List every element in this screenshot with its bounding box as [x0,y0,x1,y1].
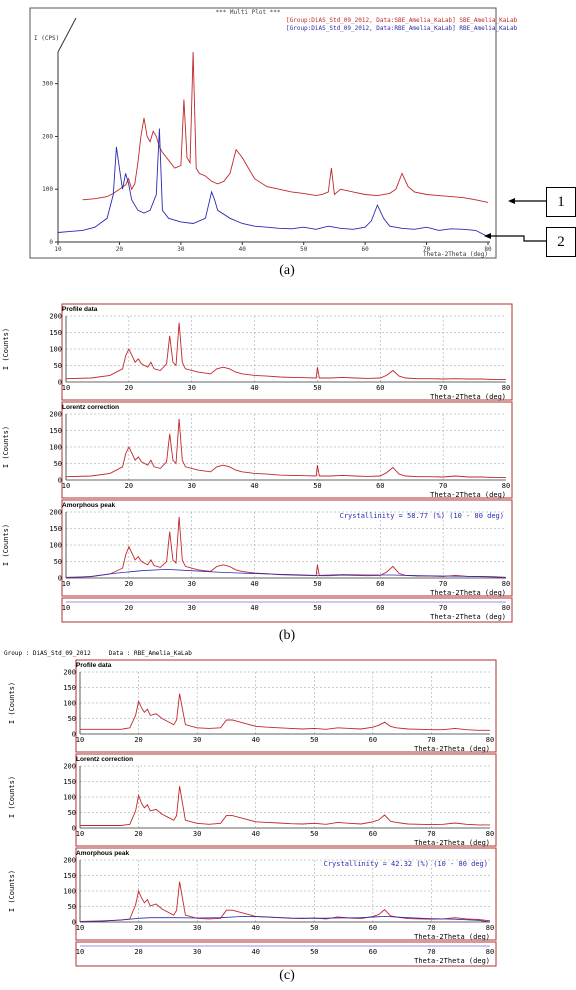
x-tick-label: 30 [192,948,202,956]
y-tick-label: 100 [49,345,62,354]
x-tick-label: 80 [501,482,511,490]
x-tick-label: 20 [134,948,143,956]
x-tick-label: 60 [368,830,378,838]
x-tick-label: 70 [438,384,448,392]
x-tick-label: 20 [134,736,143,744]
y-tick-label: 100 [63,699,76,708]
x-tick-label: 50 [313,604,322,612]
y-tick-label: 0 [71,918,76,927]
x-tick-label: 50 [310,736,319,744]
x-tick-label: 30 [187,604,196,612]
y-tick-label: 0 [71,730,76,739]
x-tick-label: 50 [310,924,319,932]
x-tick-label: 60 [368,948,378,956]
y-tick-label: 50 [67,715,76,723]
x-tick-label: 70 [427,948,436,956]
panel-title: Lorentz correction [76,756,134,763]
profile-line [66,323,506,380]
x-tick-label: 40 [238,246,246,253]
x-tick-label: 80 [484,246,492,253]
x-tick-label: 70 [427,830,436,838]
x-axis-label: Theta-2Theta (deg) [430,613,506,621]
x-tick-label: 20 [124,604,134,612]
legend-entry-rbe: [Group:DiAS_Std_09_2012, Data:RBE_Amelia_KaLab] RBE_Amelia_KaLab [286,25,518,32]
x-tick-label: 70 [427,736,436,744]
x-tick-label: 80 [485,948,495,956]
x-tick-label: 50 [313,384,322,392]
y-tick-label: 50 [53,558,62,566]
x-tick-label: 60 [368,924,378,932]
y-axis-label: I (CPS) [34,35,60,42]
x-tick-label: 50 [313,482,322,490]
y-axis-label: I (Counts) [2,425,10,469]
x-tick-label: 10 [61,384,71,392]
x-axis-label: Theta-2Theta (deg) [422,251,488,258]
x-tick-label: 30 [187,482,196,490]
x-tick-label: 30 [192,924,202,932]
panel-title: Amorphous peak [62,502,116,509]
x-axis-label: Theta-2Theta (deg) [414,745,490,753]
x-axis-label: Theta-2Theta (deg) [430,393,506,401]
caption-a: (a) [279,263,295,278]
x-tick-label: 80 [485,736,495,744]
y-tick-label: 200 [63,856,76,865]
x-tick-label: 60 [376,580,385,588]
x-tick-label: 40 [250,604,259,612]
callout-1: 1 [546,187,576,217]
x-tick-label: 10 [54,246,62,253]
profile-line [66,517,506,577]
y-tick-label: 200 [63,668,76,677]
y-tick-label: 200 [49,410,62,419]
y-tick-label: 100 [63,793,76,802]
y-axis-label: I (Counts) [8,775,16,819]
panel-title: Profile data [62,306,98,313]
caption-c: (c) [279,968,295,983]
y-tick-label: 200 [49,508,62,517]
figure-a [0,0,576,262]
x-tick-label: 10 [61,482,71,490]
x-tick-label: 50 [313,580,322,588]
y-tick-label: 0 [57,476,62,485]
figure-b [0,300,576,630]
x-tick-label: 40 [251,948,260,956]
residual-axis [76,942,496,966]
panel-0 [8,660,496,753]
x-tick-label: 70 [422,246,431,253]
x-tick-label: 70 [427,924,436,932]
panel-2 [8,848,496,941]
panel-title: Lorentz correction [62,404,120,411]
y-tick-label: 100 [49,443,62,452]
x-tick-label: 20 [134,830,143,838]
panel-title: Profile data [76,662,112,669]
profile-line [66,419,506,478]
residual-axis [62,598,512,622]
x-tick-label: 50 [300,246,308,253]
callout-2: 2 [546,227,576,257]
x-tick-label: 80 [501,384,511,392]
caption-b: (b) [278,628,296,643]
y-tick-label: 150 [63,778,76,786]
panel-title: Amorphous peak [76,850,130,857]
legend-entry-sbe: [Group:DiAS_Std_09_2012, Data:SBE_Amelia_KaLab] SBE_Amelia_KaLab [286,17,518,24]
figure-c-header: Group : DiAS_Std_09_2012 Data : RBE_Amelia_KaLab [4,650,192,657]
y-tick-label: 200 [63,762,76,771]
panel-1 [2,402,512,499]
x-tick-label: 60 [376,604,385,612]
y-tick-label: 100 [63,887,76,896]
panel-0 [2,304,512,401]
panel-1 [8,754,496,847]
y-tick-label: 150 [49,329,62,337]
profile-line [80,882,490,922]
x-tick-label: 20 [115,246,124,253]
y-tick-label: 150 [49,427,62,435]
figure-c [0,656,576,972]
panel-2 [2,500,512,597]
x-tick-label: 10 [75,948,85,956]
y-axis-label: I (Counts) [2,327,10,371]
profile-line [80,786,490,825]
x-tick-label: 40 [251,736,260,744]
x-tick-label: 40 [250,482,259,490]
x-tick-label: 10 [75,924,85,932]
callout-2-arrow [488,236,546,241]
y-tick-label: 200 [49,312,62,321]
y-tick-label: 0 [71,824,76,833]
x-axis-label: Theta-2Theta (deg) [430,589,506,597]
x-tick-label: 60 [376,482,385,490]
x-axis-label: Theta-2Theta (deg) [414,839,490,847]
y-tick-label: 300 [42,80,53,88]
x-tick-label: 70 [438,482,448,490]
x-tick-label: 30 [187,384,196,392]
x-tick-label: 30 [192,736,202,744]
x-tick-label: 20 [124,580,134,588]
y-tick-label: 50 [67,903,76,911]
x-tick-label: 50 [310,830,319,838]
y-tick-label: 50 [53,362,62,370]
x-tick-label: 80 [501,604,511,612]
y-tick-label: 200 [42,133,53,141]
x-tick-label: 20 [124,384,134,392]
y-axis-label: I (Counts) [2,523,10,567]
y-tick-label: 150 [63,684,76,692]
profile-line [80,694,490,731]
x-tick-label: 60 [368,736,378,744]
x-tick-label: 30 [177,246,185,253]
x-tick-label: 70 [438,580,448,588]
x-tick-label: 50 [310,948,319,956]
y-tick-label: 150 [49,525,62,533]
x-tick-label: 40 [251,924,260,932]
crystallinity-label: Crystallinity = 58.77 (%) (10 - 80 deg) [339,512,504,520]
y-tick-label: 0 [49,239,53,246]
y-tick-label: 150 [63,872,76,880]
x-axis-label: Theta-2Theta (deg) [414,957,490,965]
x-axis-label: Theta-2Theta (deg) [430,491,506,499]
x-tick-label: 70 [438,604,448,612]
y-tick-label: 100 [49,541,62,550]
x-tick-label: 60 [361,246,369,253]
x-tick-label: 40 [251,830,260,838]
x-axis-label: Theta-2Theta (deg) [414,933,490,941]
x-tick-label: 20 [134,924,143,932]
crystallinity-label: Crystallinity = 42.32 (%) (10 - 80 deg) [323,860,488,868]
y-tick-label: 50 [53,460,62,468]
y-tick-label: 100 [42,186,53,194]
y-tick-label: 0 [57,378,62,387]
x-tick-label: 10 [61,580,71,588]
y-tick-label: 50 [67,809,76,817]
x-tick-label: 30 [187,580,196,588]
x-tick-label: 40 [250,580,259,588]
x-tick-label: 10 [75,830,85,838]
x-tick-label: 60 [376,384,385,392]
y-axis-label: I (Counts) [8,681,16,725]
y-tick-label: 0 [57,574,62,583]
x-tick-label: 40 [250,384,259,392]
multi-plot-title: *** Multi Plot *** [215,9,281,16]
x-tick-label: 10 [61,604,71,612]
x-tick-label: 80 [501,580,511,588]
x-tick-label: 20 [124,482,134,490]
x-tick-label: 30 [192,830,202,838]
x-tick-label: 10 [75,736,85,744]
x-tick-label: 80 [485,924,495,932]
y-axis-label: I (Counts) [8,869,16,913]
x-tick-label: 80 [485,830,495,838]
